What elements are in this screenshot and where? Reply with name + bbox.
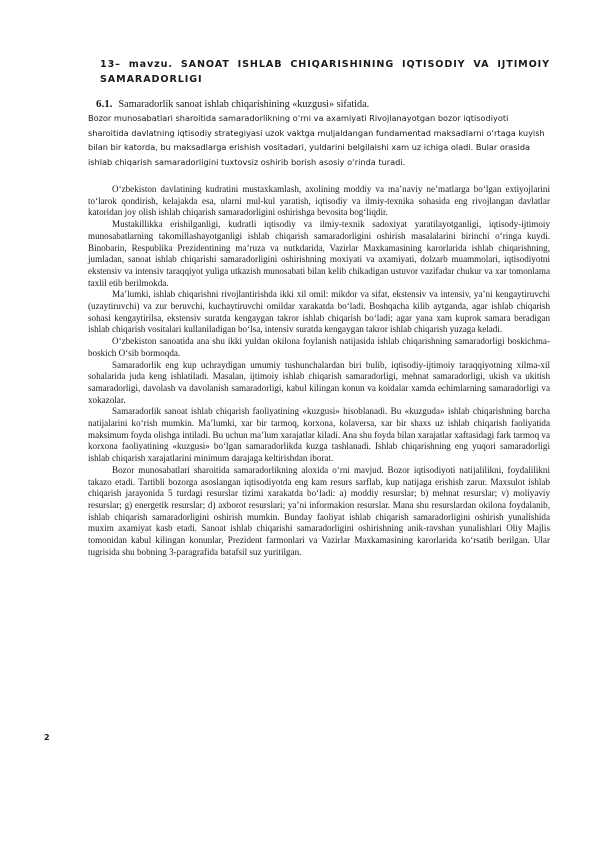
section-heading-row: [96, 97, 566, 112]
page-number: 2: [44, 733, 50, 742]
section-heading: Samaradorlik sanoat ishlab chiqarishining «kuzgusi» sifatida.: [118, 99, 370, 110]
paragraph: Bozor munosabatlari sharoitida samaradorlikning aloxida o‘rni mavjud. Bozor iqtisodiyoti natijalilikni, foydalilikni takazo etadi. Tartibli bozorga asoslangan iqtisodiyotda eng kam resurs sarflab, kup natijaga erishish zarur. Maxsulot ishlab chiqarish jarayonida 5 turdagi resurslar tizimi xarakatda bo‘ladi: a) moddiy resurslar; b) mehnat resurslar; v) moliyaviy resurslar; g) energetik resurslar; d) axborot resurslari; ya’ni informakion resurslar. Mana shu resurslardan okilona foydalanib, ishlab chiqarish samaradorligini oshirish mumkin. Bunday faoliyat ishlab chiqarish samaradorligini oshirish yunalishida muxim axamiyat kasb etadi. Sanoat ishlab chiqarishi samaradorligini oshirishning anik-ravshan yunalishlari Oliy Majlis tomonidan kabul kilingan konunlar, Prezident farmonlari va Vazirlar Maxkamasining karorlarida ko‘rsatib berilgan. Ular tugrisida shu bobning 3-paragrafida batafsil suz yuritilgan.: [88, 464, 550, 557]
paragraph: O‘zbekiston davlatining kudratini mustaxkamlash, axolining moddiy va ma’naviy ne’matlarga bo‘lgan extiyojlarini to‘larok qondirish, kelajakda esa, ularni mul-kul yaratish, iqtisodiy va ilmiy-texnika sohasida eng rivojlangan davlatlar katoridan joy olish ishlab chiqarish samaradorligini oshirishga bevosita bog‘liqdir.: [88, 184, 550, 218]
chapter-title: 13– mavzu. SANOAT ISHLAB CHIQARISHINING IQTISODIY VA IJTIMOIY SAMARADORLIGI: [100, 59, 550, 85]
paragraph: Ma’lumki, ishlab chiqarishni rivojlantirishda ikki xil omil: mikdor va sifat, ekstensiv va intensiv, ya’ni kengaytiruvchi (uzaytiruvchi) va zur beruvchi, kuchaytiruvchi omildar xarakatda bo‘ladi. Boshqacha kilib aytganda, agar ishlab chiqarish sohasi kengaytirilsa, ekstensiv suratda kengaygan takror ishlab chiqarish bo‘ladi; agar yana xam kuprok samara beradigan ishlab chiqarish vositalari kullaniladigan bo‘lsa, intensiv suratda kengaygan takror ishlab chiqarish yuzaga keladi.: [88, 289, 550, 335]
paragraph: Samaradorlik eng kup uchraydigan umumiy tushunchalardan biri bulib, iqtisodiy-ijtimoiy taraqqiyotning xilma-xil sohalarida juda keng ishlatiladi. Masalan, ijtimoiy ishlab chiqarish samaradorligi, mehnat samaradorligi, ukish va ukitish samaradorligi, davolash va davolanish samaradorligi, kabul kilingan konun va koidalar xamda echimlarning samaradorligi va xokazolar.: [88, 359, 550, 405]
paragraph: O‘zbekiston sanoatida ana shu ikki yuldan okilona foylanish natijasida ishlab chiqarishning samaradorligi boskichma-boskich O‘sib bormoqda.: [88, 336, 550, 358]
section-intro: Bozor munosabatlari sharoitida samaradorlikning o‘rni va axamiyati Rivojlanayotgan bozor iqtisodiyoti sharoitida davlatning iqtisodiy strategiyasi uzok vaktga muljaldangan fundamentad maksadlarni o‘rtaga kuyish bilan bir katorda, bu maksadlarga erishish vositadari, yuldarini belgilaishi xam uz ichiga oladi. Bular orasida ishlab chiqarish samaradorligini tuxtovsiz oshirib borish asosiy o‘rinda turadi.: [88, 113, 545, 167]
paragraph: Samaradorlik sanoat ishlab chiqarish faoliyatining «kuzgusi» hisoblanadi. Bu «kuzguda» ishlab chiqarishning barcha natijalarini ko‘rish mumkin. Ma’lumki, xar bir tarmoq, korxona, kolaversa, xar bir shaxs uz ishlab chiqarish faoliyatida maksimum foyda olishga intiladi. Bu uchun ma’lum xarajatlar kiladi. Ana shu foyda bilan xarajatlar xaftasidagi fark tarmoq va korxona faoliyatining «kuzgusi» bo‘lgan samaradorlikda kuzga tashlanadi. Ishlab chiqarishning eng yuqori samaradorligi ishlab chiqarish xarajatlarini minimum darajaga keltirishdan iborat.: [88, 406, 550, 464]
body-text: [88, 184, 550, 559]
paragraph: Mustakillikka erishilganligi, kudratli iqtisodiy va ilmiy-texnik sadoxiyat yaratilayotganligi, iqtisody-ijtimoiy munosabatlarning takomillashayotganligi ishlab chiqarish samaradorligini oshirish masalalarini birinchi o‘ringa kuydi. Binobarin, Respublika Prezidentining ma’ruza va nutkdarida, Vazirlar Maxkamasining karorlarida ishlab chiqarishning, jumladan, sanoat ishlab chiqarishi samaradorligini oshirishning moxiyati va axamiyati, dolzarb muammolari, iqtisodiyotni ekstensiv va intensiv taraqqiyot yuliga utkazish munosabati bilan kelib chikadigan ustuvor vazifadar chukur va xar tomonlama taxlil etib berilmokda.: [88, 219, 550, 288]
section-number: 6.1.: [96, 98, 113, 110]
